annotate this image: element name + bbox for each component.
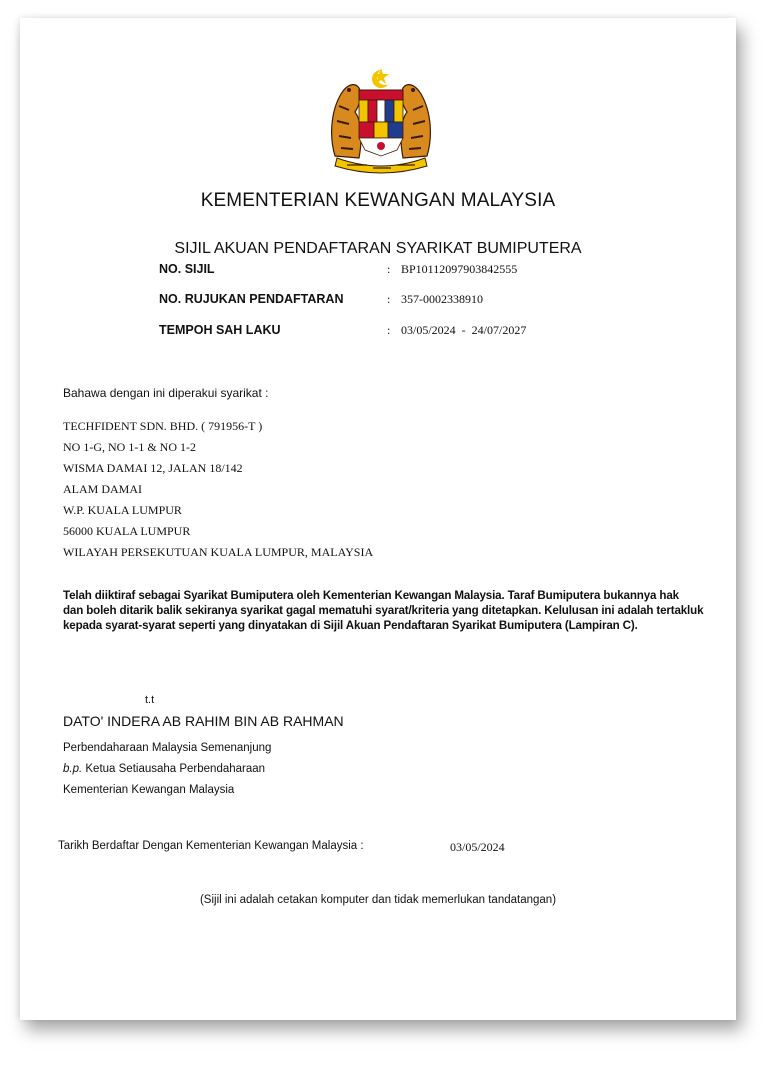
address-line: 56000 KUALA LUMPUR [63, 524, 191, 538]
computer-generated-note: (Sijil ini adalah cetakan komputer dan tidak memerlukan tandatangan) [199, 894, 557, 906]
field-colon: : [387, 323, 391, 337]
paragraph-line: Telah diiktiraf sebagai Syarikat Bumiputera oleh Kementerian Kewangan Malaysia. Taraf Bumiputera bukannya hak [63, 589, 679, 602]
signer-name: DATO' INDERA AB RAHIM BIN AB RAHMAN [63, 713, 344, 729]
signer-department: Perbendaharaan Malaysia Semenanjung [63, 742, 272, 754]
registration-date-label: Tarikh Berdaftar Dengan Kementerian Kewangan Malaysia : [58, 840, 364, 852]
address-line: ALAM DAMAI [63, 482, 142, 496]
signed-mark: t.t [145, 694, 155, 706]
registration-date-value: 03/05/2024 [450, 840, 505, 854]
address-line: WILAYAH PERSEKUTUAN KUALA LUMPUR, MALAYSIA [63, 545, 374, 559]
field-label-certificate-no: NO. SIJIL [159, 262, 215, 276]
coat-of-arms-emblem [325, 66, 437, 174]
field-colon: : [387, 292, 391, 306]
field-colon: : [387, 262, 391, 276]
address-line: W.P. KUALA LUMPUR [63, 503, 182, 517]
signer-on-behalf [63, 763, 265, 775]
field-value-certificate-no: BP10112097903842555 [401, 262, 518, 276]
intro-text: Bahawa dengan ini diperakui syarikat : [63, 386, 269, 400]
company-name: TECHFIDENT SDN. BHD. ( 791956-T ) [63, 419, 263, 433]
recognition-paragraph [63, 588, 704, 633]
field-value-reference-no: 357-0002338910 [401, 292, 483, 306]
paragraph-line: kepada syarat-syarat seperti yang dinyatakan di Sijil Akuan Pendaftaran Syarikat Bumiputera (Lampiran C). [63, 619, 638, 632]
on-behalf-title: Ketua Setiausaha Perbendaharaan [82, 763, 266, 775]
field-value-validity: 03/05/2024 - 24/07/2027 [401, 323, 527, 337]
paragraph-line: dan boleh ditarik balik sekiranya syarikat gagal mematuhi syarat/kriteria yang ditetapkan. Kelulusan ini adalah tertakluk [63, 604, 704, 617]
ministry-title: KEMENTERIAN KEWANGAN MALAYSIA [200, 190, 556, 211]
address-line: WISMA DAMAI 12, JALAN 18/142 [63, 461, 243, 475]
address-line: NO 1-G, NO 1-1 & NO 1-2 [63, 440, 196, 454]
signer-ministry: Kementerian Kewangan Malaysia [63, 784, 235, 796]
field-label-reference-no: NO. RUJUKAN PENDAFTARAN [159, 292, 344, 306]
certificate-title: SIJIL AKUAN PENDAFTARAN SYARIKAT BUMIPUTERA [174, 240, 582, 257]
certificate-page [20, 18, 736, 1020]
field-label-validity: TEMPOH SAH LAKU [159, 323, 281, 337]
on-behalf-prefix: b.p. [63, 763, 83, 775]
